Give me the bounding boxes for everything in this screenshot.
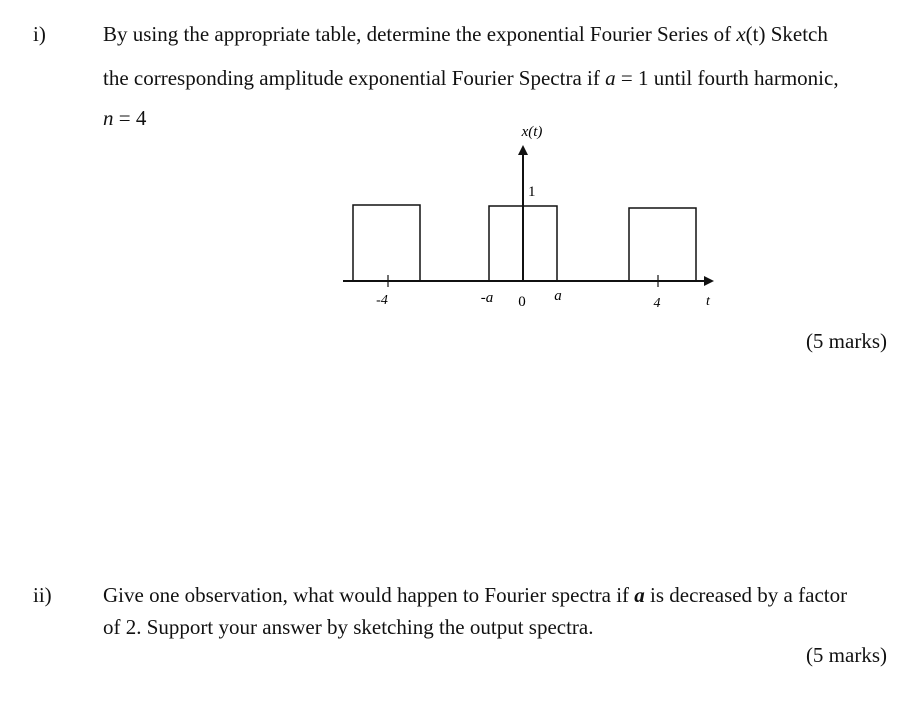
question-i-line1-pre: By using the appropriate table, determine the exponential Fourier Series of xyxy=(103,22,737,46)
question-ii-line1-pre: Give one observation, what would happen to Fourier spectra if xyxy=(103,583,635,607)
pulse-right xyxy=(629,208,696,281)
question-i-line3-eq: = 4 xyxy=(113,106,147,130)
question-ii-line2: of 2. Support your answer by sketching the output spectra. xyxy=(103,615,594,639)
question-ii-marks: (5 marks) xyxy=(805,643,887,667)
question-ii-label: ii) xyxy=(33,583,52,607)
question-ii-line1-post: is decreased by a factor xyxy=(644,583,848,607)
question-i-n-var: n xyxy=(103,106,114,130)
tick-label-a: a xyxy=(554,288,562,304)
pulse-left xyxy=(353,205,420,281)
tick-label-nega: -a xyxy=(480,290,494,306)
question-i-marks: (5 marks) xyxy=(805,329,887,353)
ylabel: x(t) xyxy=(521,124,543,140)
tick-label-zero: 0 xyxy=(518,294,526,310)
question-i-label: i) xyxy=(33,22,46,46)
tick-label-4: 4 xyxy=(653,296,661,311)
question-ii-a-var: a xyxy=(634,583,645,607)
xlabel: t xyxy=(706,294,710,309)
question-i-line1-post: Sketch xyxy=(765,22,828,46)
question-i-line2-eq: = 1 until fourth harmonic, xyxy=(615,66,839,90)
question-i-a-var: a xyxy=(605,66,616,90)
question-i-x-paren: (t) xyxy=(745,22,766,46)
question-i-line2-pre: the corresponding amplitude exponential Fourier Spectra if xyxy=(103,66,606,90)
question-i-x-symbol: x xyxy=(736,22,746,46)
question-ii-line1 xyxy=(103,583,847,608)
tick-label-neg4: -4 xyxy=(376,293,388,308)
amplitude-label: 1 xyxy=(528,184,536,200)
